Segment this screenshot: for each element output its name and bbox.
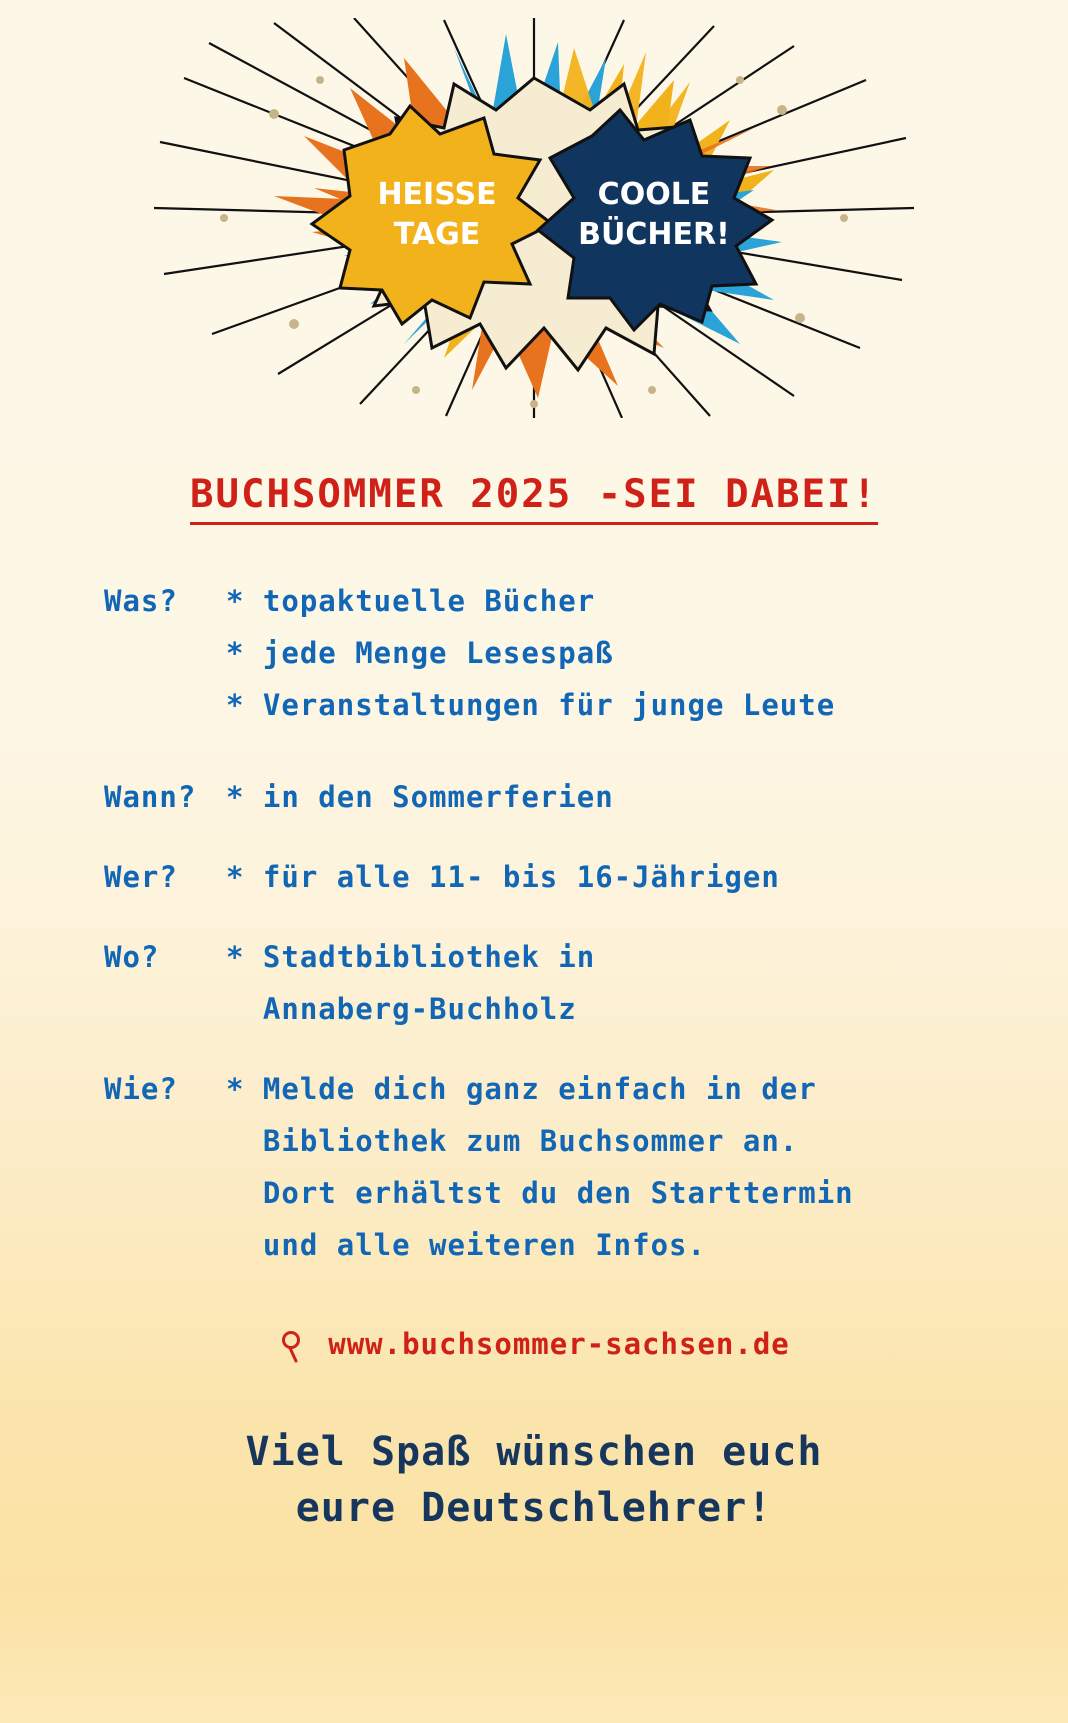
info-row-wer xyxy=(104,851,984,903)
info-row-wann xyxy=(104,771,984,823)
info-answer-wann xyxy=(226,771,984,823)
spacer xyxy=(104,731,984,771)
page-title xyxy=(0,472,1068,517)
spacer xyxy=(104,823,984,851)
badge-line-3: COOLE xyxy=(597,177,711,212)
info-row-wo xyxy=(104,931,984,1035)
info-line: * topaktuelle Bücher xyxy=(226,584,596,618)
badge-line-2: TAGE xyxy=(393,217,481,252)
burst-illustration xyxy=(154,18,914,418)
info-line: * Veranstaltungen für junge Leute xyxy=(226,688,836,722)
spacer xyxy=(104,903,984,931)
info-answer-was xyxy=(226,575,984,731)
magnifier-icon xyxy=(278,1329,312,1363)
info-answer-wie xyxy=(226,1063,984,1271)
info-line: * jede Menge Lesespaß xyxy=(226,636,614,670)
footer-line-2: eure Deutschlehrer! xyxy=(295,1485,773,1531)
info-answer-wo xyxy=(226,931,984,1035)
badge-line-4: BÜCHER! xyxy=(578,217,730,252)
website-url[interactable]: www.buchsommer-sachsen.de xyxy=(328,1327,790,1361)
info-question-wo: Wo? xyxy=(104,940,160,974)
badge-line-1: HEISSE xyxy=(377,177,497,212)
info-question-was: Was? xyxy=(104,584,178,618)
info-block xyxy=(104,575,984,1271)
spacer xyxy=(104,1035,984,1063)
info-question-wann: Wann? xyxy=(104,780,197,814)
info-answer-wer xyxy=(226,851,984,903)
website-link[interactable] xyxy=(0,1327,1068,1361)
info-line: * Melde dich ganz einfach in der xyxy=(226,1072,817,1106)
info-question-wie: Wie? xyxy=(104,1072,178,1106)
info-line: Annaberg-Buchholz xyxy=(226,992,577,1026)
info-row-wie xyxy=(104,1063,984,1271)
info-line: und alle weiteren Infos. xyxy=(226,1228,706,1262)
info-line: Dort erhältst du den Starttermin xyxy=(226,1176,854,1210)
footer-message xyxy=(0,1424,1068,1536)
info-row-was xyxy=(104,575,984,731)
page-title-text: BUCHSOMMER 2025 -SEI DABEI! xyxy=(190,472,878,525)
info-line: * für alle 11- bis 16-Jährigen xyxy=(226,860,780,894)
footer-line-1: Viel Spaß wünschen euch xyxy=(245,1429,823,1475)
info-line: * in den Sommerferien xyxy=(226,780,614,814)
info-line: * Stadtbibliothek in xyxy=(226,940,596,974)
info-line: Bibliothek zum Buchsommer an. xyxy=(226,1124,799,1158)
info-question-wer: Wer? xyxy=(104,860,178,894)
buchsommer-logo xyxy=(0,8,1068,428)
